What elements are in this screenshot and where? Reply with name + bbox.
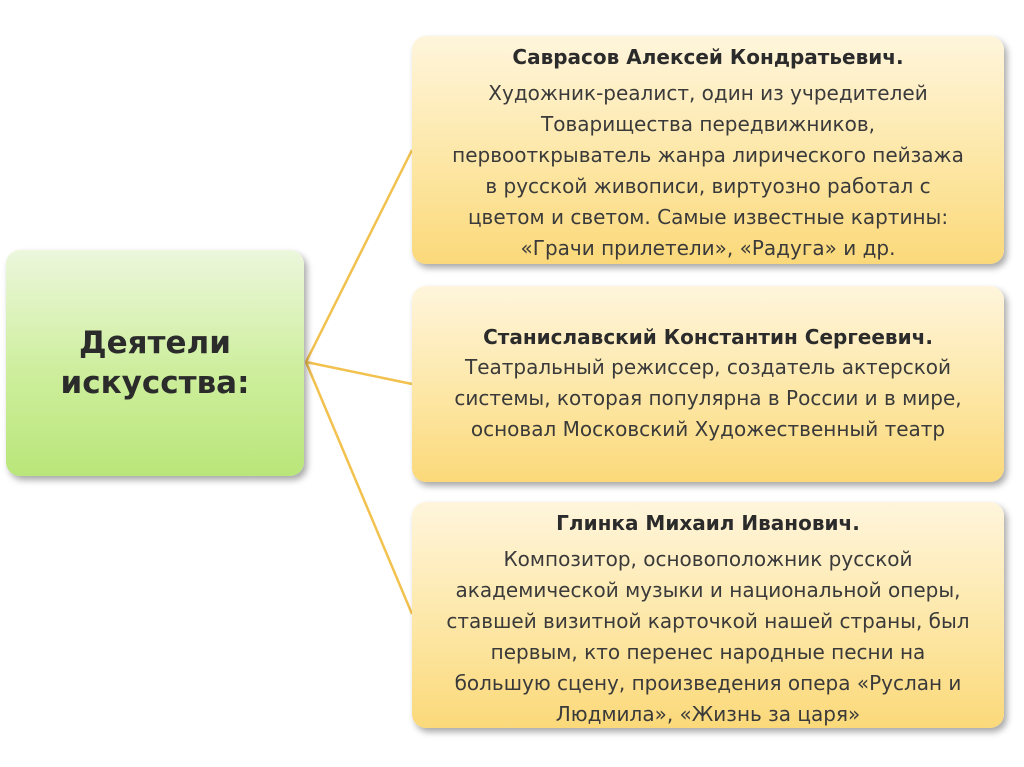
branch-card-text: Композитор, основоположник русской академической музыки и национальной оперы, ставшей визитной карточкой нашей страны, был первым, кто перенес народные песни на большую сцену, произведения опера «Руслан и Людмила», «Жизнь за царя» bbox=[446, 547, 970, 726]
branch-card-text: Художник-реалист, один из учредителей Товарищества передвижников, первооткрыватель жанра лирического пейзажа в русской живописи, виртуозно работал с цветом и светом. Самые известные картины: «Грачи прилетели», «Радуга» и др. bbox=[452, 81, 964, 260]
connector-line-1 bbox=[306, 150, 412, 362]
branch-card-title: Станиславский Константин Сергеевич. bbox=[483, 325, 933, 349]
branch-card-glinka bbox=[412, 502, 1004, 728]
branch-card-savrasov bbox=[412, 36, 1004, 264]
branch-card-title: Глинка Михаил Иванович. bbox=[556, 511, 860, 535]
connector-line-3 bbox=[306, 362, 412, 614]
branch-card-title: Саврасов Алексей Кондратьевич. bbox=[512, 45, 904, 69]
connector-line-2 bbox=[306, 362, 412, 384]
branch-card-text: Театральный режиссер, создатель актерской системы, которая популярна в России и в мире, основал Московский Художественный театр bbox=[454, 355, 962, 441]
root-node-label: Деятели искусства: bbox=[60, 325, 250, 401]
root-node bbox=[6, 250, 304, 476]
branch-card-stanislavsky bbox=[412, 286, 1004, 482]
